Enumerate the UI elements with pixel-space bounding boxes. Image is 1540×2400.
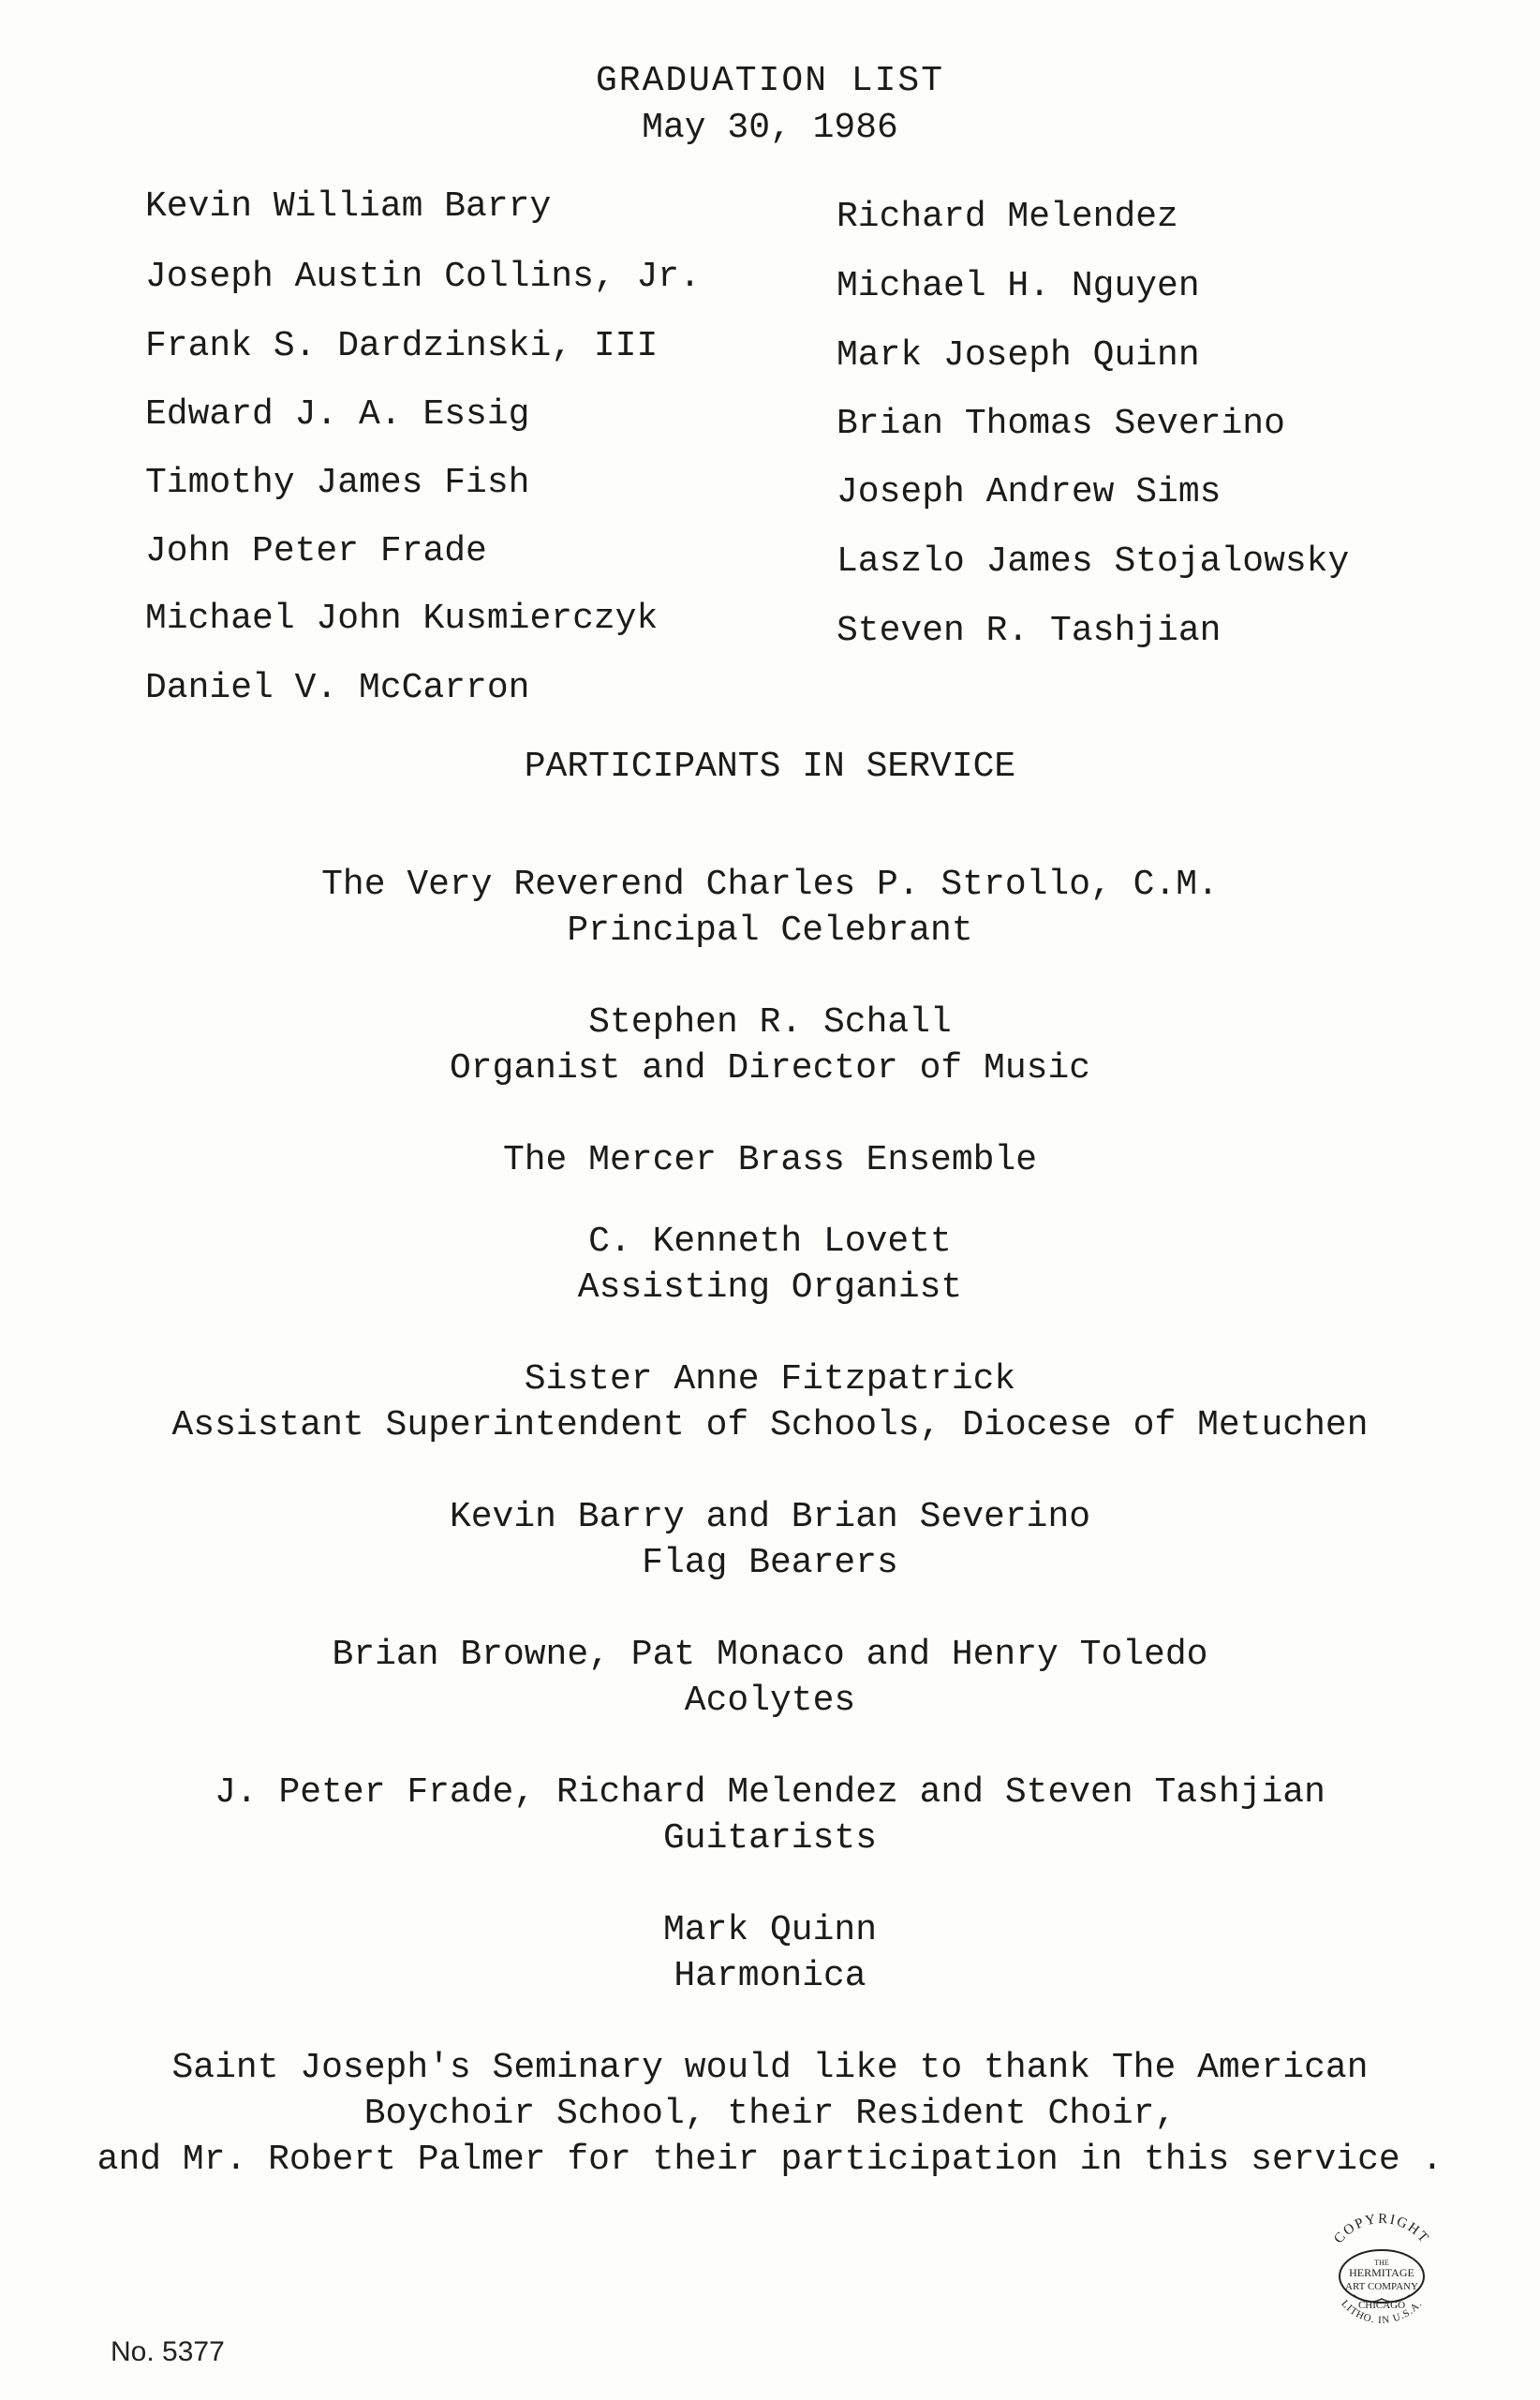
copyright-seal — [1311, 2201, 1452, 2342]
participant-role: Organist and Director of Music — [449, 1048, 1091, 1089]
graduate-name: Brian Thomas Severino — [837, 404, 1285, 444]
participant-name: The Mercer Brass Ensemble — [502, 1140, 1038, 1180]
graduate-name: Michael H. Nguyen — [837, 266, 1200, 306]
graduate-name: Michael John Kusmierczyk — [145, 599, 659, 639]
graduate-name: Timothy James Fish — [145, 463, 530, 503]
participant-role: Assistant Superintendent of Schools, Diocese of Metuchen — [171, 1405, 1369, 1445]
graduate-name: Edward J. A. Essig — [145, 394, 530, 435]
participant-name: J. Peter Frade, Richard Melendez and Steven Tashjian — [215, 1772, 1325, 1813]
participant-role: Assisting Organist — [577, 1267, 963, 1308]
participant-name: Brian Browne, Pat Monaco and Henry Toledo — [332, 1635, 1208, 1675]
participant-role: Harmonica — [674, 1956, 866, 1996]
graduate-name: Joseph Andrew Sims — [837, 472, 1222, 512]
participant-name: Stephen R. Schall — [588, 1002, 952, 1043]
thanks-line: and Mr. Robert Palmer for their participation in this service . — [96, 2140, 1444, 2180]
graduate-name: Kevin William Barry — [145, 186, 552, 227]
form-number: No. 5377 — [111, 2336, 225, 2367]
participant-name: Sister Anne Fitzpatrick — [524, 1359, 1016, 1400]
graduate-name: John Peter Frade — [145, 531, 487, 571]
participant-role: Acolytes — [684, 1681, 856, 1721]
participant-role: Flag Bearers — [642, 1543, 898, 1583]
participant-role: Principal Celebrant — [567, 911, 973, 951]
participants-heading: PARTICIPANTS IN SERVICE — [524, 747, 1016, 787]
participant-role: Guitarists — [662, 1818, 878, 1859]
participant-name: The Very Reverend Charles P. Strollo, C.M. — [321, 865, 1219, 905]
page-title: GRADUATION LIST — [595, 61, 945, 101]
svg-text:COPYRIGHT — [1331, 2212, 1432, 2246]
participant-name: Mark Quinn — [662, 1910, 878, 1950]
graduate-name: Mark Joseph Quinn — [837, 335, 1200, 376]
participant-name: Kevin Barry and Brian Severino — [449, 1497, 1091, 1537]
seal-litho-text: LITHO. IN U.S.A. — [1339, 2298, 1425, 2327]
graduate-name: Joseph Austin Collins, Jr. — [145, 257, 701, 297]
seal-copyright-text: COPYRIGHT — [1331, 2211, 1432, 2247]
graduate-name: Steven R. Tashjian — [837, 611, 1222, 651]
graduate-name: Richard Melendez — [837, 197, 1178, 237]
seal-the-text: THE — [1374, 2259, 1389, 2267]
participant-name: C. Kenneth Lovett — [588, 1222, 952, 1262]
thanks-line: Saint Joseph's Seminary would like to thank The American — [171, 2048, 1369, 2088]
graduate-name: Daniel V. McCarron — [145, 668, 530, 708]
seal-hermitage-text: HERMITAGE — [1349, 2266, 1414, 2279]
graduate-name: Frank S. Dardzinski, III — [145, 326, 659, 366]
thanks-line: Boychoir School, their Resident Choir, — [363, 2094, 1177, 2134]
graduate-name: Laszlo James Stojalowsky — [837, 541, 1350, 582]
seal-chicago-text: CHICAGO — [1357, 2300, 1406, 2311]
graduation-date: May 30, 1986 — [642, 108, 898, 148]
seal-art-company-text: ART COMPANY — [1345, 2281, 1418, 2292]
